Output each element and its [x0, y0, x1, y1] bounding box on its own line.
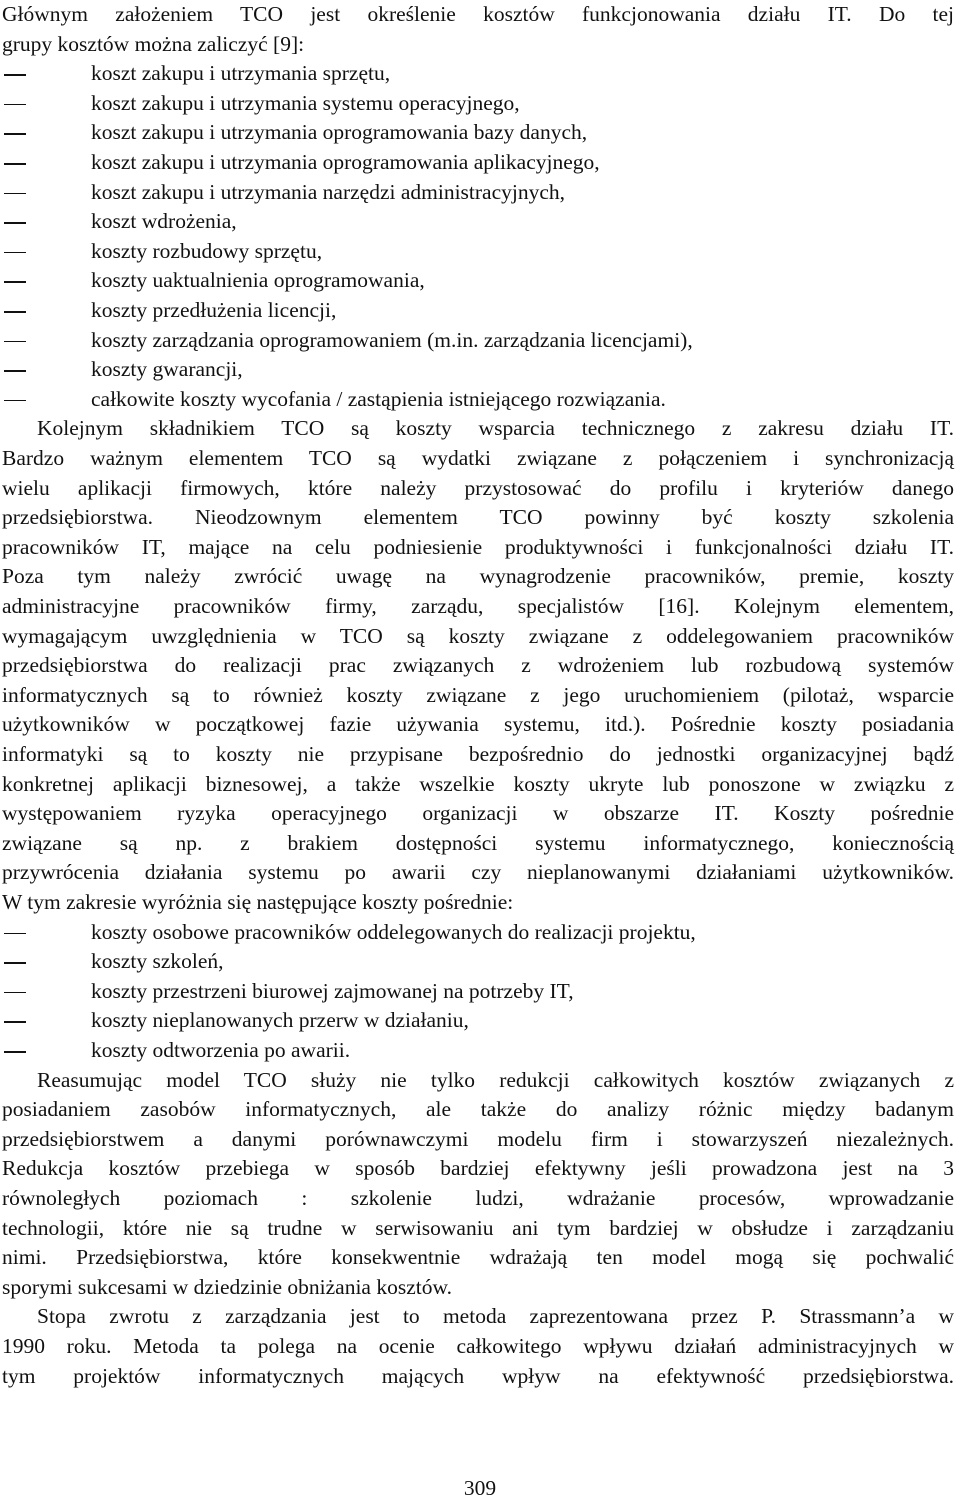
- paragraph-line: wielu aplikacji firmowych, które należy przystosować do profilu i kryteriów danego: [2, 475, 954, 500]
- paragraph-line: pracowników IT, mające na celu podniesienie produktywności i funkcjonalności działu IT.: [2, 534, 954, 559]
- list-item-text: koszty osobowe pracowników oddelegowanych do realizacji projektu,: [91, 919, 696, 944]
- dash-bullet-icon: [4, 133, 26, 135]
- list-item: [2, 326, 954, 356]
- dash-bullet-icon: [4, 1021, 26, 1023]
- dash-bullet-icon: [4, 74, 26, 76]
- list-item: [2, 977, 954, 1007]
- list-item-text: koszty gwarancji,: [91, 357, 243, 382]
- list-item: [2, 59, 954, 89]
- paragraph-line: Redukcja kosztów przebiega w sposób bardziej efektywny jeśli prowadzona jest na 3: [2, 1156, 954, 1181]
- dash-bullet-icon: [4, 104, 26, 106]
- paragraph-line: posiadaniem zasobów informatycznych, ale także do analizy różnic między badanym: [2, 1097, 954, 1122]
- paragraph-line: konkretnej aplikacji biznesowej, a także wszelkie koszty ukryte lub ponoszone w związku z: [2, 771, 954, 796]
- paragraph-line: Głównym założeniem TCO jest określenie kosztów funkcjonowania działu IT. Do tej: [2, 2, 954, 26]
- dash-bullet-icon: [4, 311, 26, 313]
- list-item: [2, 207, 954, 237]
- paragraph-line: informatyki są to koszty nie przypisane bezpośrednio do jednostki organizacyjnej bądź: [2, 742, 954, 766]
- list-item: [2, 118, 954, 148]
- dash-bullet-icon: [4, 252, 26, 254]
- paragraph-line: równoległych poziomach : szkolenie ludzi, wdrażanie procesów, wprowadzanie: [2, 1186, 954, 1210]
- paragraph-line: użytkowników w początkowej fazie używania systemu, itd.). Pośrednie koszty posiadania: [2, 712, 954, 737]
- paragraph-line: nimi. Przedsiębiorstwa, które konsekwentnie wdrażają ten model mogą się pochwalić: [2, 1245, 954, 1270]
- list-item: [2, 296, 954, 326]
- list-item: [2, 237, 954, 267]
- paragraph-line: informatycznych są to również koszty związane z jego uruchomieniem (pilotaż, wsparcie: [2, 682, 954, 707]
- dash-bullet-icon: [4, 933, 26, 935]
- paragraph-line: występowaniem ryzyka operacyjnego organizacji w obszarze IT. Koszty pośrednie: [2, 801, 954, 826]
- list-item: [2, 148, 954, 178]
- list-item-text: koszty rozbudowy sprzętu,: [91, 238, 323, 263]
- list-item-text: koszt zakupu i utrzymania sprzętu,: [91, 61, 391, 86]
- list-item-text: całkowite koszty wycofania / zastąpienia istniejącego rozwiązania.: [91, 386, 666, 411]
- list-item-text: koszt wdrożenia,: [91, 209, 237, 234]
- list-item-text: koszty przestrzeni biurowej zajmowanej na potrzeby IT,: [91, 978, 574, 1003]
- paragraph-line: przedsiębiorstwa do realizacji prac związanych z wdrożeniem lub rozbudową systemów: [2, 653, 954, 678]
- list-item-text: koszty uaktualnienia oprogramowania,: [91, 268, 425, 293]
- paragraph-line: Reasumując model TCO służy nie tylko redukcji całkowitych kosztów związanych z: [37, 1067, 954, 1092]
- list-item-text: koszty przedłużenia licencji,: [91, 298, 337, 322]
- dash-bullet-icon: [4, 222, 26, 224]
- dash-bullet-icon: [4, 962, 26, 964]
- list-item-text: koszt zakupu i utrzymania oprogramowania bazy danych,: [91, 120, 588, 145]
- list-item: [2, 385, 954, 415]
- list-item: [2, 178, 954, 208]
- list-item: [2, 355, 954, 385]
- list-item: [2, 89, 954, 119]
- paragraph-line: sporymi sukcesami w dziedzinie obniżania kosztów.: [2, 1274, 452, 1299]
- paragraph-line: tym projektów informatycznych mających wpływ na efektywność przedsiębiorstwa.: [2, 1363, 954, 1388]
- dash-bullet-icon: [4, 370, 26, 372]
- list-item-text: koszty szkoleń,: [91, 949, 224, 974]
- list-item-text: koszt zakupu i utrzymania oprogramowania aplikacyjnego,: [91, 150, 600, 174]
- list-item-text: koszt zakupu i utrzymania narzędzi administracyjnych,: [91, 179, 566, 204]
- paragraph-line: przedsiębiorstwa. Nieodzownym elementem TCO powinny być koszty szkolenia: [2, 505, 954, 530]
- list-item-text: koszty zarządzania oprogramowaniem (m.in. zarządzania licencjami),: [91, 327, 693, 352]
- paragraph-line: administracyjne pracowników firmy, zarządu, specjalistów [16]. Kolejnym elementem,: [2, 594, 954, 618]
- page-number: 309: [463, 1476, 497, 1500]
- dash-bullet-icon: [4, 341, 26, 343]
- paragraph-line: grupy kosztów można zaliczyć [9]:: [2, 31, 305, 56]
- dash-bullet-icon: [4, 992, 26, 994]
- dash-bullet-icon: [4, 400, 26, 402]
- list-item: [2, 1036, 954, 1066]
- list-item-text: koszty odtworzenia po awarii.: [91, 1038, 351, 1062]
- list-item: [2, 266, 954, 296]
- paragraph-line: związane są np. z brakiem dostępności systemu informatycznego, koniecznością: [2, 830, 954, 855]
- dash-bullet-icon: [4, 281, 26, 283]
- paragraph-line: Stopa zwrotu z zarządzania jest to metoda zaprezentowana przez P. Strassmann’a w: [37, 1304, 954, 1329]
- list-item: [2, 918, 954, 948]
- paragraph-line: W tym zakresie wyróżnia się następujące koszty pośrednie:: [2, 890, 514, 914]
- list-item-text: koszt zakupu i utrzymania systemu operacyjnego,: [91, 90, 520, 115]
- paragraph-line: przedsiębiorstwem a danymi porównawczymi modelu firm i stowarzyszeń niezależnych.: [2, 1126, 954, 1151]
- paragraph-line: 1990 roku. Metoda ta polega na ocenie całkowitego wpływu działań administracyjnych w: [2, 1334, 954, 1358]
- list-item-text: koszty nieplanowanych przerw w działaniu,: [91, 1008, 469, 1033]
- paragraph-line: Poza tym należy zwrócić uwagę na wynagrodzenie pracowników, premie, koszty: [2, 564, 954, 589]
- paragraph-line: Bardzo ważnym elementem TCO są wydatki związane z połączeniem i synchronizacją: [2, 446, 954, 470]
- dash-bullet-icon: [4, 193, 26, 195]
- dash-bullet-icon: [4, 1051, 26, 1053]
- paragraph-line: wymagającym uwzględnienia w TCO są koszty związane z oddelegowaniem pracowników: [2, 623, 954, 648]
- paragraph-line: przywrócenia działania systemu po awarii czy nieplanowanymi działaniami użytkowników.: [2, 860, 954, 885]
- list-item: [2, 1006, 954, 1036]
- paragraph-line: technologii, które nie są trudne w serwisowaniu ani tym bardziej w obsłudze i zarządzaniu: [2, 1215, 954, 1240]
- dash-bullet-icon: [4, 163, 26, 165]
- list-item: [2, 947, 954, 977]
- paragraph-line: Kolejnym składnikiem TCO są koszty wsparcia technicznego z zakresu działu IT.: [37, 416, 954, 441]
